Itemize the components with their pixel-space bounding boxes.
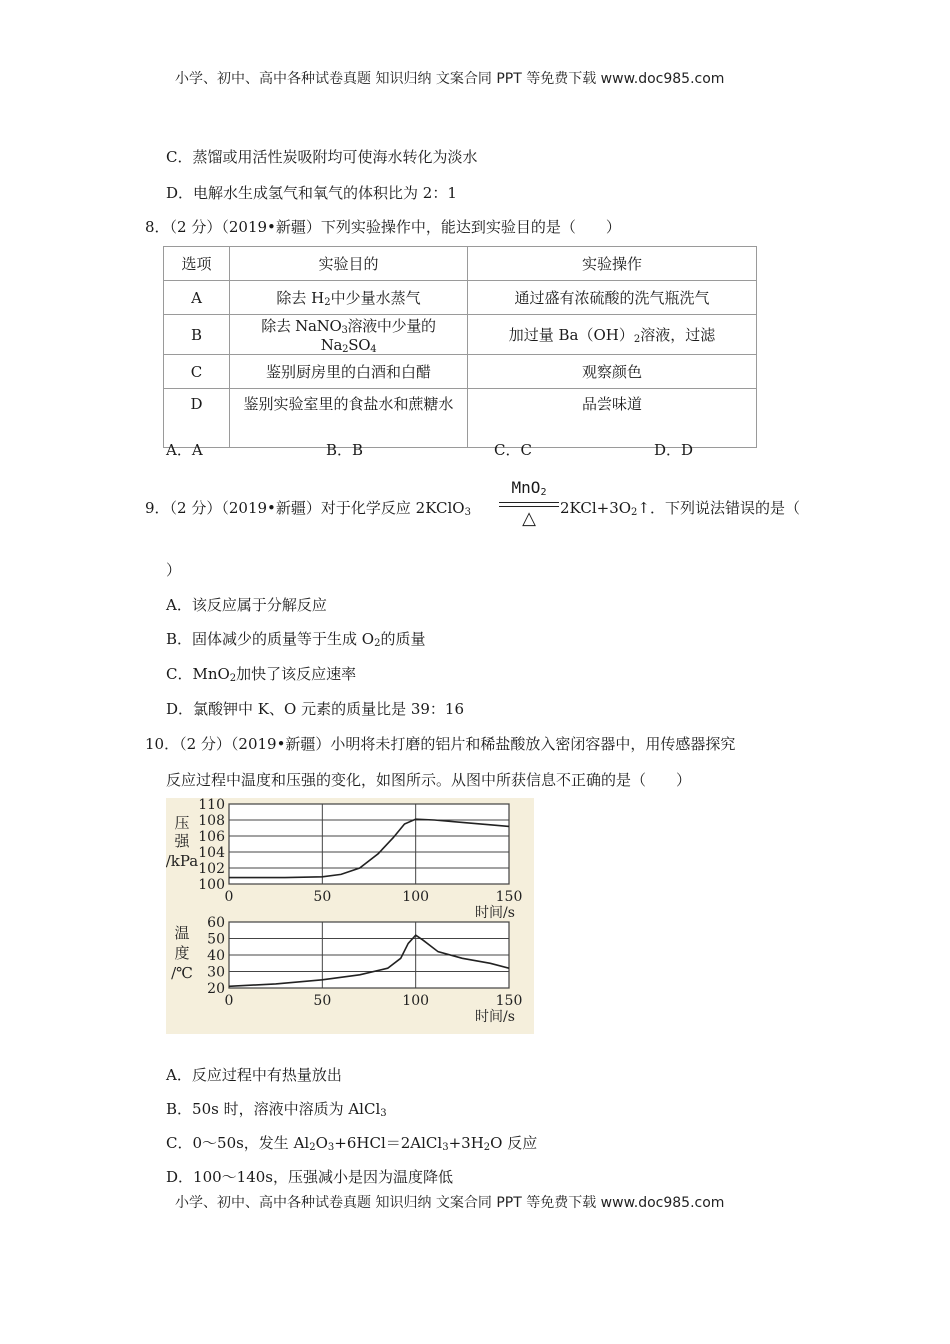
table-cell-goal: 鉴别厨房里的白酒和白醋	[230, 355, 468, 389]
chart-ytick-label: 100	[198, 877, 225, 893]
table-cell-operation: 观察颜色	[468, 355, 757, 389]
chart-svg	[166, 798, 534, 1034]
table-header-row	[164, 247, 757, 281]
q7-option-d: D．电解水生成氢气和氧气的体积比为 2：1	[166, 184, 457, 202]
chart-xtick-label: 100	[402, 889, 430, 905]
table-header-cell: 实验操作	[468, 247, 757, 281]
chart-xlabel: 时间/s	[475, 905, 515, 921]
table-row	[164, 355, 757, 389]
chart-ylabel-part: 度	[174, 944, 190, 962]
chart-ytick-label: 104	[198, 845, 225, 861]
chart-ylabel-part: 压	[174, 814, 190, 832]
chart-ytick-label: 108	[198, 813, 225, 829]
q10-stem-line2: 反应过程中温度和压强的变化，如图所示。从图中所获信息不正确的是（ ）	[166, 771, 692, 789]
q9-stem-close: ）	[166, 561, 182, 579]
q8-choice-b: B．B	[326, 441, 364, 459]
q9-stem-pre: 9．（2 分）（2019•新疆）对于化学反应 2KClO$_3$	[145, 499, 471, 518]
table-cell-option: A	[164, 281, 230, 315]
q10-option-c: C．0～50s，发生 $Al_2O_3+6HCl=2AlCl_3+3H_2O$ 反应	[166, 1134, 538, 1153]
q8-choice-d: D．D	[654, 441, 694, 459]
q10-option-d: D．100～140s，压强减小是因为温度降低	[166, 1168, 453, 1186]
table-cell-goal: 除去 $H_2$中少量水蒸气	[230, 281, 468, 315]
q9-stem-post: $2KCl+3O_2↑$．下列说法错误的是（	[560, 499, 800, 518]
chart-xtick-label: 50	[313, 889, 332, 905]
table-cell-option: D	[164, 389, 230, 448]
q8-choice-a: A．A	[166, 441, 203, 459]
chart-ylabel-part: /kPa	[166, 852, 199, 870]
q10-option-a: A．反应过程中有热量放出	[166, 1066, 342, 1084]
table-cell-option: B	[164, 315, 230, 355]
table-cell-operation: 通过盛有浓硫酸的洗气瓶洗气	[468, 281, 757, 315]
q8-table	[163, 246, 757, 448]
table-header-cell: 选项	[164, 247, 230, 281]
table-header-cell: 实验目的	[230, 247, 468, 281]
table-cell-goal: 除去 NaNO$_3$溶液中少量的 $Na_2SO_4$	[230, 315, 468, 355]
chart-xtick-label: 150	[495, 993, 523, 1009]
chart-ytick-label: 30	[207, 964, 225, 981]
chart-xtick-label: 50	[313, 993, 332, 1009]
chart-ytick-label: 102	[198, 861, 225, 877]
table-row	[164, 315, 757, 355]
q8-stem: 8．（2 分）（2019•新疆）下列实验操作中，能达到实验目的是（ ）	[145, 218, 621, 236]
q9-option-b: B．固体减少的质量等于生成 $O_2$的质量	[166, 630, 426, 649]
chart-xtick-label: 100	[402, 993, 430, 1009]
chart-ytick-label: 106	[198, 829, 225, 845]
chart-ytick-label: 40	[207, 948, 225, 964]
table-row	[164, 281, 757, 315]
chart-xtick-label: 150	[495, 889, 523, 905]
heat-symbol: △	[522, 508, 536, 529]
page-footer: 小学、初中、高中各种试卷真题 知识归纳 文案合同 PPT 等免费下载 www.doc985.com	[175, 1195, 725, 1211]
chart-plot-area-0	[229, 804, 509, 884]
chart-xtick-label: 0	[224, 993, 234, 1009]
chart-ytick-label: 20	[207, 981, 225, 997]
q7-option-c: C．蒸馏或用活性炭吸附均可使海水转化为淡水	[166, 148, 478, 166]
q9-catalyst: MnO$_2$	[511, 478, 547, 498]
chart-ylabel-part: /℃	[171, 964, 193, 982]
chart-ytick-label: 50	[207, 931, 225, 948]
q9-option-c: C．MnO$_2$加快了该反应速率	[166, 665, 357, 684]
page-header: 小学、初中、高中各种试卷真题 知识归纳 文案合同 PPT 等免费下载 www.doc985.com	[175, 71, 725, 87]
chart-figure	[166, 798, 534, 1034]
table-cell-operation: 品尝味道	[468, 389, 757, 448]
q10-stem-line1: 10．（2 分）（2019•新疆）小明将未打磨的铝片和稀盐酸放入密闭容器中，用传感器探究	[145, 735, 736, 753]
q9-option-a: A．该反应属于分解反应	[166, 596, 327, 614]
q10-option-b: B．50s 时，溶液中溶质为 AlCl$_3$	[166, 1100, 387, 1119]
table-cell-option: C	[164, 355, 230, 389]
chart-ylabel-part: 强	[174, 832, 190, 850]
reaction-arrow-line-top	[499, 502, 559, 503]
reaction-arrow-line-bottom	[499, 506, 559, 507]
table-cell-goal: 鉴别实验室里的食盐水和蔗糖水	[230, 389, 468, 448]
q9-option-d: D．氯酸钾中 K、O 元素的质量比是 39：16	[166, 700, 465, 718]
chart-xlabel: 时间/s	[475, 1009, 515, 1025]
chart-ylabel-part: 温	[174, 924, 190, 942]
q8-choice-c: C．C	[494, 441, 532, 459]
table-cell-operation: 加过量 $Ba(OH)_2$溶液，过滤	[468, 315, 757, 355]
chart-ytick-label: 110	[198, 798, 225, 813]
chart-xtick-label: 0	[224, 889, 234, 905]
chart-ytick-label: 60	[207, 915, 225, 931]
